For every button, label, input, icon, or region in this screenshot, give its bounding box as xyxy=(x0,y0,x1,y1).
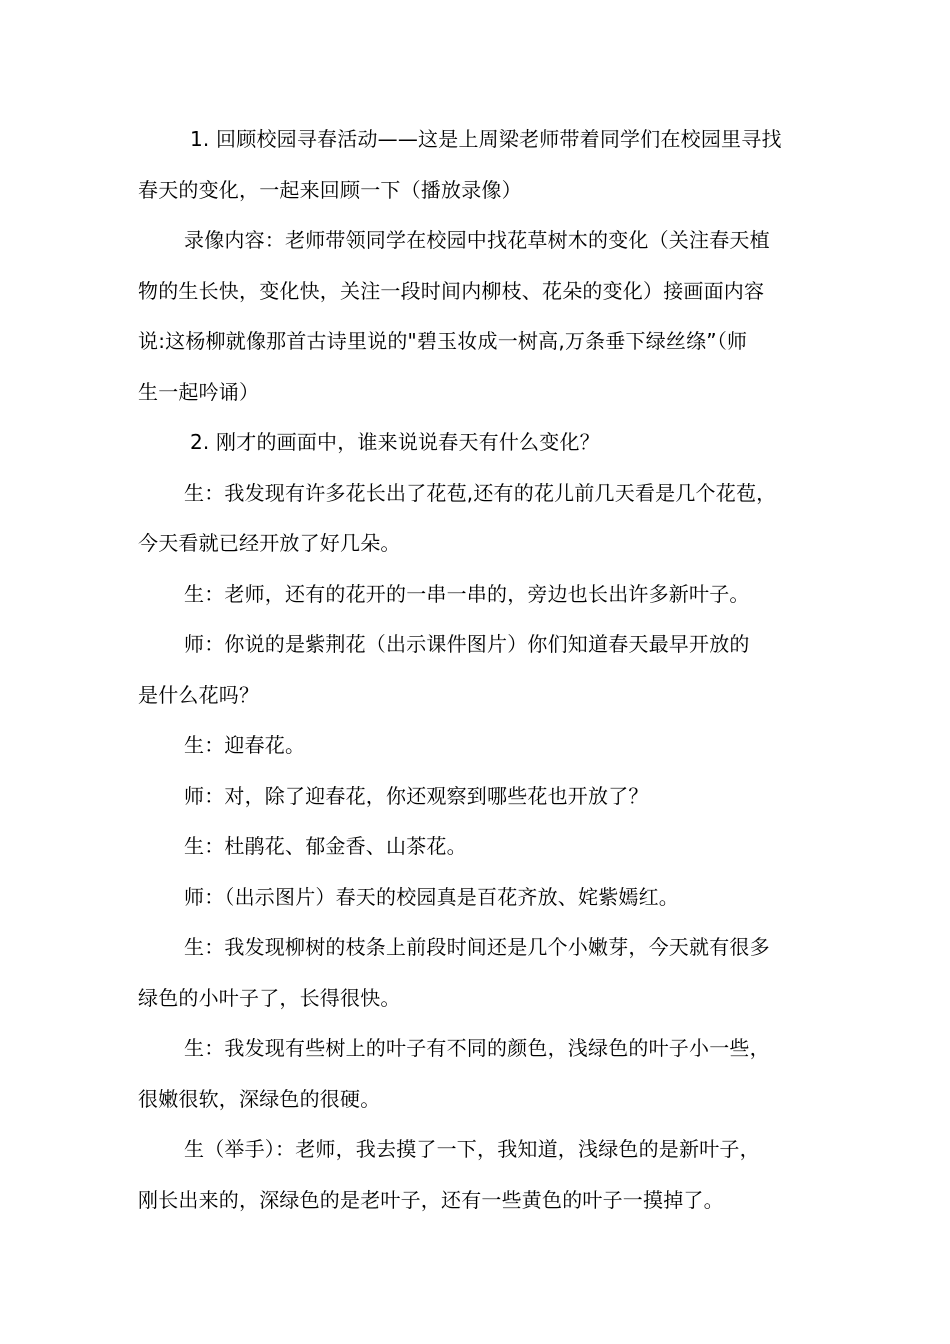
paragraph-line: 今天看就已经开放了好几朵。 xyxy=(138,531,401,555)
paragraph-line: 生：我发现有许多花长出了花苞,还有的花儿前几天看是几个花苞， xyxy=(184,480,777,505)
paragraph-12 xyxy=(138,1023,814,1124)
paragraph-line: 生（举手）：老师，我去摸了一下，我知道，浅绿色的是新叶子， xyxy=(184,1137,760,1161)
paragraph-line: 生一起吟诵） xyxy=(138,379,260,404)
paragraph-line: 师：你说的是紫荆花（出示课件图片）你们知道春天最早开放的 xyxy=(184,632,750,656)
paragraph-line: 刚长出来的，深绿色的是老叶子，还有一些黄色的叶子一摸掉了。 xyxy=(138,1187,724,1212)
paragraph-line: 录像内容：老师带领同学在校园中找花草树木的变化（关注春天植 xyxy=(184,228,770,252)
paragraph-13 xyxy=(138,1124,814,1225)
paragraph-11 xyxy=(138,922,814,1023)
paragraph-1 xyxy=(138,114,814,215)
paragraph-line: 生：老师，还有的花开的一串一串的，旁边也长出许多新叶子。 xyxy=(184,581,750,606)
paragraph-line: 春天的变化，一起来回顾一下（播放录像） xyxy=(138,177,522,202)
paragraph-line: 绿色的小叶子了，长得很快。 xyxy=(138,985,401,1010)
paragraph-line: 很嫩很软，深绿色的很硬。 xyxy=(138,1086,381,1111)
paragraph-line: 生：我发现有些树上的叶子有不同的颜色，浅绿色的叶子小一些， xyxy=(184,1036,770,1060)
paragraph-line: 师：（出示图片）春天的校园真是百花齐放、姹紫嫣红。 xyxy=(184,884,679,909)
paragraph-line: 1. 回顾校园寻春活动——这是上周梁老师带着同学们在校园里寻找 xyxy=(190,127,782,151)
paragraph-line: 说:这杨柳就像那首古诗里说的"碧玉妆成一树高,万条垂下绿丝绦”（师 xyxy=(138,329,748,353)
paragraph-8 xyxy=(138,771,814,822)
paragraph-line: 2. 刚才的画面中，谁来说说春天有什么变化？ xyxy=(190,430,600,454)
paragraph-line: 师：对，除了迎春花，你还观察到哪些花也开放了？ xyxy=(184,783,649,808)
paragraph-5 xyxy=(138,569,814,620)
paragraph-6 xyxy=(138,619,814,720)
paragraph-line: 生：迎春花。 xyxy=(184,733,306,757)
paragraph-2 xyxy=(138,215,814,417)
paragraph-3 xyxy=(138,417,814,468)
paragraph-9 xyxy=(138,821,814,872)
paragraph-line: 是什么花吗？ xyxy=(138,682,260,707)
paragraph-line: 物的生长快，变化快，关注一段时间内柳枝、花朵的变化）接画面内容 xyxy=(138,278,765,303)
paragraph-10 xyxy=(138,872,814,923)
document-body xyxy=(138,114,814,1225)
paragraph-4 xyxy=(138,468,814,569)
paragraph-line: 生：杜鹃花、郁金香、山茶花。 xyxy=(184,834,467,858)
paragraph-line: 生：我发现柳树的枝条上前段时间还是几个小嫩芽，今天就有很多 xyxy=(184,935,770,959)
paragraph-7 xyxy=(138,720,814,771)
